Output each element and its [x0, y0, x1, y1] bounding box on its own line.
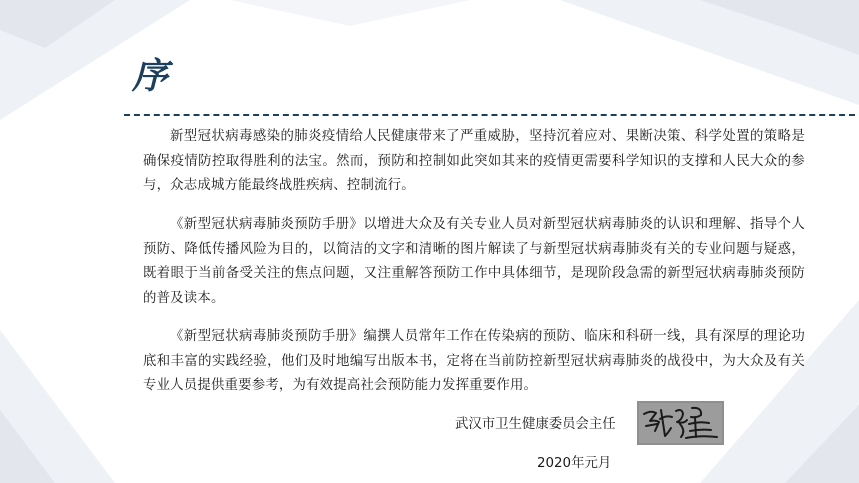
preface-paragraph-1: 新型冠状病毒感染的肺炎疫情给人民健康带来了严重威胁，坚持沉着应对、果断决策、科学处置的策略是确保疫情防控取得胜利的法宝。然而，预防和控制如此突如其来的疫情更需要科学知识的支撑和人民大众的参与，众志成城方能最终战胜疾病、控制流行。	[143, 129, 805, 193]
top-center-facet-decoration	[230, 0, 470, 26]
handwritten-signature-image	[637, 401, 724, 445]
preface-title: 序	[132, 55, 171, 97]
preface-date: 2020年元月	[537, 456, 612, 471]
title-divider-dashed-line	[124, 114, 855, 116]
signatory-title: 武汉市卫生健康委员会主任	[455, 417, 616, 432]
preface-paragraph-3: 《新型冠状病毒肺炎预防手册》编撰人员常年工作在传染病的预防、临床和科研一线，具有深厚的理论功底和丰富的实践经验，他们及时地编写出版本书，定将在当前防控新型冠状病毒肺炎的战役中，为大众及有关专业人员提供重要参考，为有效提高社会预防能力发挥重要作用。	[143, 329, 805, 393]
preface-paragraph-2: 《新型冠状病毒肺炎预防手册》以增进大众及有关专业人员对新型冠状病毒肺炎的认识和理解、指导个人预防、降低传播风险为目的，以简洁的文字和清晰的图片解读了与新型冠状病毒肺炎有关的专业问题与疑惑，既着眼于当前备受关注的焦点问题，又注重解答预防工作中具体细节，是现阶段急需的新型冠状病毒肺炎预防的普及读本。	[143, 217, 805, 306]
